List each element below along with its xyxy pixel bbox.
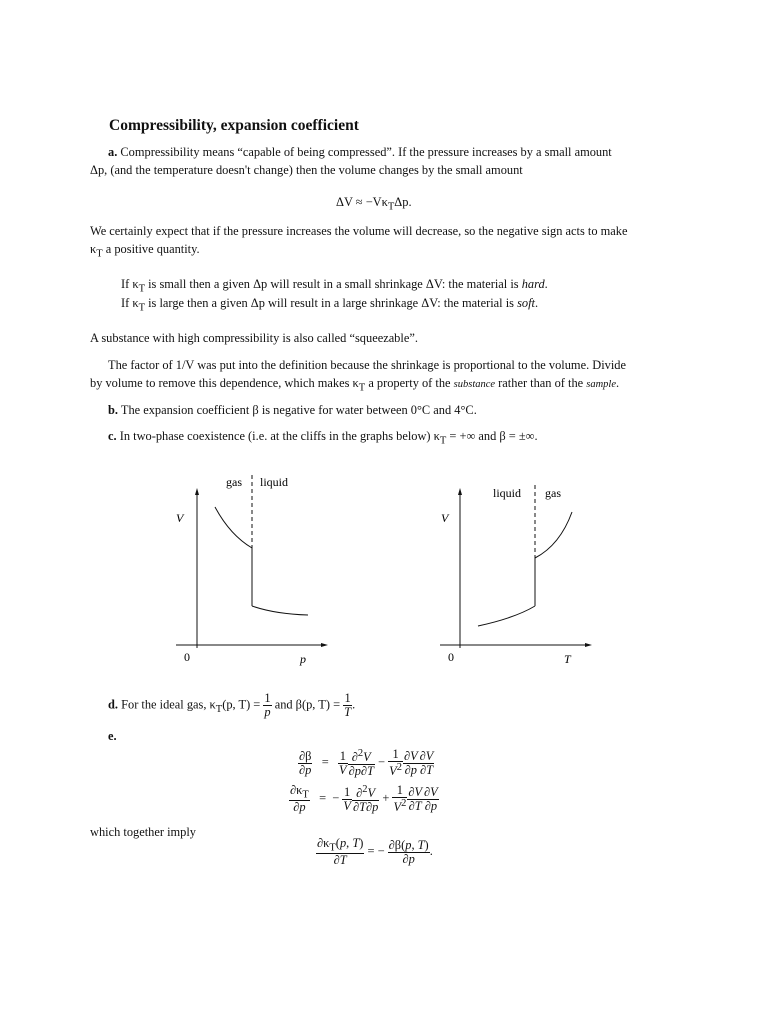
graph-right-t-label: T bbox=[564, 652, 571, 666]
equation-dkappa-dp: $\frac{\partial\kappa_T}{\partial p}$ = − $\frac{1}{V}$ $\frac{\partial^2V}{\partial T\partial p}$ + $\frac{1}{V^2}$ $\frac{\partial V}{\partial T}$ $\frac{\partial V}{\partial p}$ bbox=[290, 783, 438, 815]
part-c-label: c. bbox=[108, 429, 117, 443]
graph-left-gas-label: gas bbox=[226, 475, 242, 489]
factor2-start: by volume to remove this dependence, which makes κ bbox=[90, 376, 359, 390]
graph-left-liquid-curve bbox=[252, 606, 308, 615]
condition-soft: If $\kappa_T$ is large then a given Δp will result in a large shrinkage ΔV: the material is soft. bbox=[121, 296, 539, 314]
graph-right-origin: 0 bbox=[448, 650, 454, 664]
part-c-text1: In two-phase coexistence (i.e. at the cliffs in the graphs below) κ bbox=[119, 429, 440, 443]
part-e-label-text: e. bbox=[108, 729, 117, 743]
word-sample: sample bbox=[586, 379, 616, 390]
equation-dbeta-dp: $\frac{\partial\beta}{\partial p}$ = $\frac{1}{V}$ $\frac{\partial^2V}{\partial p\partial T}$ − $\frac{1}{V^2}$ $\frac{\partial V}{\partial p}$ $\frac{\partial V}{\partial T}$ bbox=[299, 747, 434, 779]
word-substance: substance bbox=[453, 379, 496, 390]
factor2-end: . bbox=[616, 376, 620, 390]
cond1-start: If κ bbox=[121, 277, 139, 291]
cond1-middle: is small then a given Δp will result in a small shrinkage ΔV: the material is bbox=[145, 277, 522, 291]
graph-left-y-arrow bbox=[195, 488, 199, 495]
factor2-mid: a property of the bbox=[365, 376, 454, 390]
fraction-one-over-t: $\frac{1}{T}$ bbox=[344, 691, 352, 720]
equation-tail: Δp. bbox=[394, 195, 412, 209]
word-hard: hard bbox=[521, 277, 545, 291]
expect-line1: We certainly expect that if the pressure increases the volume will decrease, so the negative sign acts to make bbox=[90, 224, 628, 238]
part-a-line2: Δp, (and the temperature doesn't change) then the volume changes by the small amount bbox=[90, 163, 523, 177]
graph-right-gas-label: gas bbox=[545, 486, 561, 500]
part-b-text: The expansion coefficient β is negative for water between 0°C and 4°C. bbox=[120, 403, 477, 417]
kappa-symbol: κ bbox=[90, 242, 97, 256]
expect-tail: a positive quantity. bbox=[102, 242, 200, 256]
graph-left-x-arrow bbox=[321, 643, 328, 647]
factor-line1: The factor of 1/V was put into the definition because the shrinkage is proportional to the volume. Divide bbox=[108, 358, 626, 372]
graph-right-y-arrow bbox=[458, 488, 462, 495]
part-a-text1: Compressibility means “capable of being compressed”. If the pressure increases by a small amount bbox=[120, 145, 612, 159]
cond2-sub: T bbox=[138, 302, 146, 314]
graph-left bbox=[176, 475, 328, 666]
part-d-text2: (p, T) = bbox=[222, 697, 264, 712]
which-together-imply: which together imply bbox=[90, 825, 196, 839]
equation-maxwell-like: $\frac{\partial\kappa_T(p, T)}{\partial T}$ = − $\frac{\partial\beta(p, T)}{\partial p}$ . bbox=[317, 836, 433, 868]
part-d-sub: T bbox=[215, 703, 223, 715]
graph-left-p-label: p bbox=[300, 652, 306, 666]
condition-hard: If $\kappa_T$ is small then a given Δp will result in a small shrinkage ΔV: the material is hard. bbox=[121, 277, 548, 295]
graph-left-origin: 0 bbox=[184, 650, 190, 664]
graph-right-liquid-curve bbox=[478, 606, 535, 626]
part-c-sub: T bbox=[439, 435, 447, 447]
part-c-text2: = +∞ and β = ±∞. bbox=[446, 429, 538, 443]
part-d-end: . bbox=[352, 697, 356, 712]
word-soft: soft bbox=[517, 296, 535, 310]
graph-right bbox=[440, 485, 592, 666]
squeezable-line: A substance with high compressibility is also called “squeezable”. bbox=[90, 331, 418, 345]
part-d-label: d. bbox=[108, 697, 118, 712]
equation-main: ΔV ≈ −Vκ bbox=[336, 195, 388, 209]
part-e-label bbox=[108, 727, 117, 746]
factor2-mid2: rather than of the bbox=[495, 376, 587, 390]
section-heading: Compressibility, expansion coefficient bbox=[109, 117, 359, 134]
graph-right-v-label: V bbox=[441, 511, 449, 525]
factor2-sub: T bbox=[358, 382, 366, 394]
kappa-sub: T bbox=[96, 248, 103, 260]
graph-right-liquid-label: liquid bbox=[493, 486, 522, 500]
graph-left-gas-curve bbox=[215, 507, 252, 548]
fraction-one-over-p: $\frac{1}{p}$ bbox=[264, 691, 271, 720]
graph-left-v-label: V bbox=[176, 511, 184, 525]
cond2-start: If κ bbox=[121, 296, 139, 310]
part-d bbox=[108, 692, 355, 719]
equation-sub: T bbox=[387, 201, 395, 213]
graph-right-gas-curve bbox=[535, 512, 572, 558]
graph-right-x-arrow bbox=[585, 643, 592, 647]
cond1-sub: T bbox=[138, 283, 146, 295]
part-a-label: a. bbox=[108, 145, 118, 159]
part-d-text1: For the ideal gas, κ bbox=[121, 697, 216, 712]
graph-left-liquid-label: liquid bbox=[260, 475, 289, 489]
part-d-text3: and β(p, T) = bbox=[271, 697, 344, 712]
part-b-label: b. bbox=[108, 403, 118, 417]
cond2-middle: is large then a given Δp will result in a large shrinkage ΔV: the material is bbox=[145, 296, 518, 310]
